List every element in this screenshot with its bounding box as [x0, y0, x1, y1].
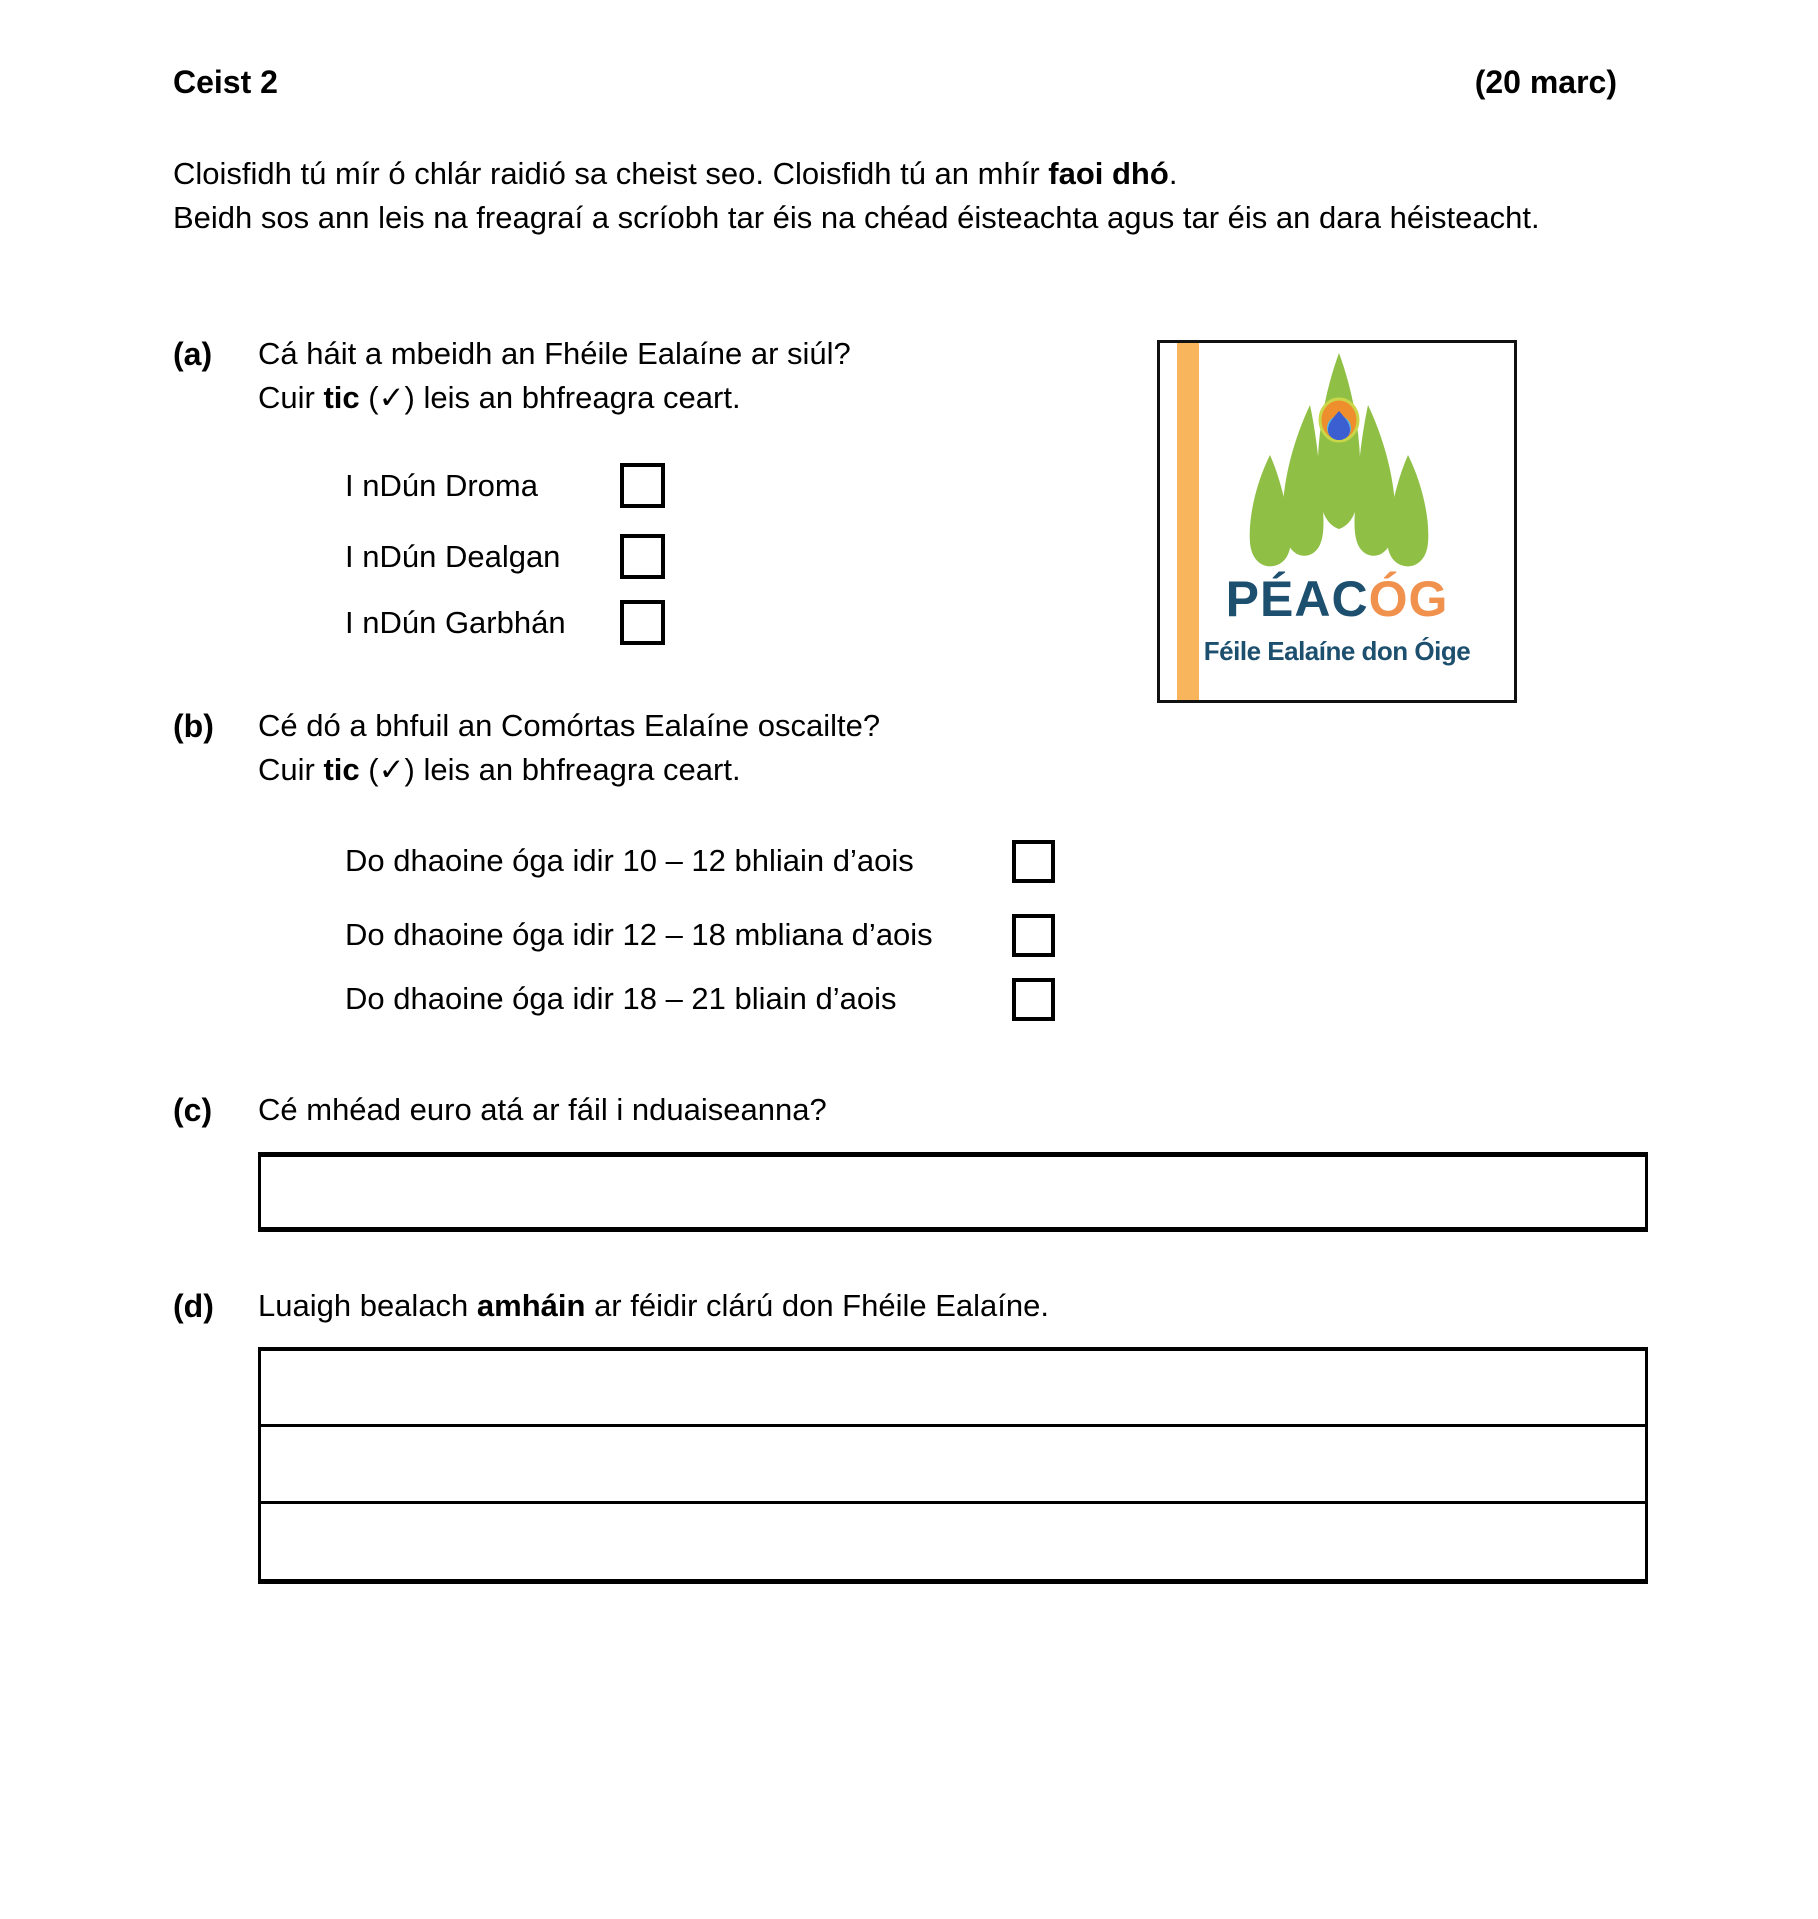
- part-d-question-pre: Luaigh bealach: [258, 1288, 477, 1323]
- intro-paragraph: [173, 152, 1673, 240]
- option-label: Do dhaoine óga idir 10 – 12 bhliain d’aois: [345, 843, 914, 878]
- part-c-label: (c): [173, 1092, 213, 1128]
- option-label: I nDún Droma: [345, 467, 538, 503]
- option-label: Do dhaoine óga idir 18 – 21 bliain d’aois: [345, 981, 897, 1016]
- answer-line-2[interactable]: [261, 1427, 1645, 1504]
- intro-line-2: Beidh sos ann leis na freagraí a scríobh tar éis na chéad éisteachta agus tar éis an dara héisteacht.: [173, 200, 1540, 235]
- checkbox-a-1[interactable]: [620, 463, 665, 508]
- logo-tagline: Féile Ealaíne don Óige: [1203, 636, 1471, 666]
- option-row: [345, 463, 665, 508]
- leaf-cluster: [1250, 353, 1429, 566]
- part-a-question: Cá háit a mbeidh an Fhéile Ealaíne ar siúl?: [258, 336, 851, 371]
- intro-line-1-text: Cloisfidh tú mír ó chlár raidió sa cheist seo. Cloisfidh tú an mhír: [173, 156, 1049, 191]
- peacock-eye-icon: [1320, 399, 1358, 441]
- part-b-instr-bold: tic: [323, 752, 360, 787]
- option-row: [345, 534, 665, 579]
- option-label: I nDún Garbhán: [345, 604, 566, 640]
- part-a-label: (a): [173, 336, 213, 372]
- part-d-question: [258, 1284, 1358, 1328]
- intro-line-1-end: .: [1168, 156, 1178, 191]
- option-label: I nDún Dealgan: [345, 538, 561, 574]
- part-b-instruction: [258, 748, 1358, 792]
- part-b-instr-post: (✓) leis an bhfreagra ceart.: [359, 752, 741, 787]
- checkbox-b-2[interactable]: [1012, 914, 1055, 957]
- part-b-instr-pre: Cuir: [258, 752, 324, 787]
- part-b-question-block: [258, 704, 1358, 792]
- checkbox-b-1[interactable]: [1012, 840, 1055, 883]
- intro-line-1-bold: faoi dhó: [1048, 156, 1169, 191]
- part-b-question: Cé dó a bhfuil an Comórtas Ealaíne oscailte?: [258, 708, 881, 743]
- part-c-question: Cé mhéad euro atá ar fáil i nduaiseanna?: [258, 1092, 827, 1127]
- option-row: [345, 913, 1055, 957]
- intro-line-1: [173, 152, 1673, 196]
- option-row: [345, 839, 1055, 883]
- option-label: Do dhaoine óga idir 12 – 18 mbliana d’aois: [345, 917, 933, 952]
- logo-wordmark-accent: ÓG: [1368, 571, 1449, 627]
- answer-box-c[interactable]: [258, 1152, 1648, 1232]
- checkbox-b-3[interactable]: [1012, 978, 1055, 1021]
- logo-wordmark: [1160, 573, 1514, 625]
- option-row: [345, 977, 1055, 1021]
- festival-logo: [1157, 340, 1517, 703]
- checkbox-a-3[interactable]: [620, 600, 665, 645]
- part-a-instr-bold: tic: [323, 380, 360, 415]
- checkbox-a-2[interactable]: [620, 534, 665, 579]
- part-d-question-bold: amháin: [476, 1288, 586, 1323]
- page-title: Ceist 2: [173, 64, 278, 100]
- marks-label: (20 marc): [1474, 64, 1617, 100]
- part-a-instr-post: (✓) leis an bhfreagra ceart.: [359, 380, 741, 415]
- part-a-instr-pre: Cuir: [258, 380, 324, 415]
- answer-line-3[interactable]: [261, 1504, 1645, 1579]
- answer-line-1[interactable]: [261, 1351, 1645, 1427]
- logo-wordmark-dark: PÉAC: [1225, 571, 1369, 627]
- answer-box-d: [258, 1347, 1648, 1584]
- part-d-label: (d): [173, 1288, 214, 1324]
- option-row: [345, 600, 665, 645]
- part-d-question-post: ar féidir clárú don Fhéile Ealaíne.: [585, 1288, 1049, 1323]
- part-b-label: (b): [173, 708, 214, 744]
